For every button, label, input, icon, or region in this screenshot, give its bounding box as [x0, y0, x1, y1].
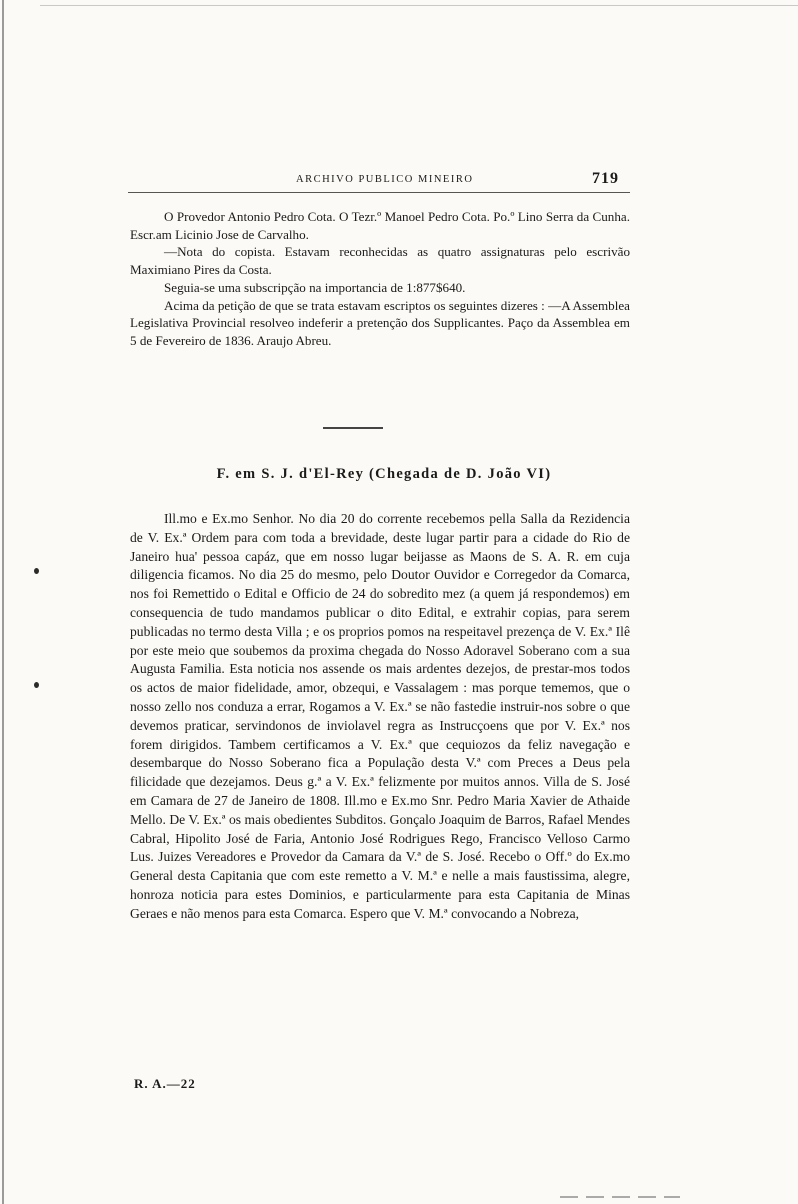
letter-block — [130, 510, 630, 924]
intro-paragraph-copyist-note: —Nota do copista. Estavam reconhecidas as quatro assignaturas pelo escrivão Maximiano Pires da Costa. — [130, 244, 630, 278]
intro-block — [130, 208, 630, 350]
margin-mark — [34, 568, 39, 574]
margin-mark — [34, 682, 39, 688]
top-rule — [40, 5, 798, 6]
section-title: F. em S. J. d'El-Rey (Chegada de D. João VI) — [216, 466, 552, 482]
intro-paragraph-resolution: Acima da petição de que se trata estavam escriptos os seguintes dizeres : —A Assemblea Legislativa Provincial resolveo indeferir a pretenção dos Supplicantes. Paço da Assemblea em 5 de Fevereiro de 1836. Araujo Abreu. — [130, 297, 630, 348]
page-edge — [2, 0, 4, 1204]
intro-paragraph-signatures: O Provedor Antonio Pedro Cota. O Tezr.º Manoel Pedro Cota. Po.º Lino Serra da Cunha. Escr.am Licinio Jose de Carvalho. — [130, 209, 630, 242]
bottom-edge-marks — [560, 1196, 680, 1198]
signature-mark: R. A.—22 — [134, 1076, 196, 1091]
section-separator — [323, 427, 383, 429]
page-number: 719 — [592, 170, 619, 187]
intro-paragraph-subscription: Seguia-se uma subscripção na importancia de 1:877$640. — [164, 279, 466, 295]
running-head: ARCHIVO PUBLICO MINEIRO — [296, 174, 474, 185]
letter-body: Ill.mo e Ex.mo Senhor. No dia 20 do corrente recebemos pella Salla da Rezidencia de V. Ex.ª Ordem para com toda a brevidade, deste lugar partir para a cidade do Rio de Janeiro hua' pessoa capáz, que em nosso lugar beijasse as Maons de S. A. R. em cuja diligencia ficamos. No dia 25 do mesmo, pelo Doutor Ouvidor e Corregedor da Comarca, nos foi Remettido o Edital e Officio de 24 do sobredito mez (a quem já respondemos) em consequencia de tudo mandamos publicar o dito Edital, e extrahir copias, para serem publicadas no termo desta Villa ; e os proprios pomos na respeitavel prezença de V. Ex.ª Ilê por este meio que soubemos da proxima chegada do Nosso Adoravel Soberano com a sua Augusta Familia. Esta noticia nos assende os mais ardentes dezejos, de prestar-mos todos os actos de maior fidelidade, amor, obzequi, e Vassalagem : mas porque tememos, que o nosso zello nos conduza a errar, Rogamos a V. Ex.ª se não fastedie instruir-nos sobre o que devemos praticar, servindonos de inviolavel regra as Instrucçoens que por V. Ex.ª nos forem dirigidos. Tambem certificamos a V. Ex.ª que cequiozos da feliz navegação e desembarque do Nosso Soberano fica a População desta V.ª com Preces a Deus pela filicidade que dezejamos. Deus g.ª a V. Ex.ª felizmente por muitos annos. Villa de S. José em Camara de 27 de Janeiro de 1808. Ill.mo e Ex.mo Snr. Pedro Maria Xavier de Athaide Mello. De V. Ex.ª os mais obedientes Subditos. Gonçalo Joaquim de Barros, Rafael Mendes Cabral, Hipolito José de Faria, Antonio José Rodrigues Rego, Francisco Velloso Carmo Lus. Juizes Vereadores e Provedor da Camara da V.ª de S. José. Recebo o Off.º do Ex.mo General desta Capitania que com este remetto a V. M.ª e nelle a mais faustissima, alegre, honroza noticia para estes Dominios, e particularmente para esta Capitania de Minas Geraes e não menos para esta Comarca. Espero que V. M.ª convocando a Nobreza, — [130, 511, 630, 921]
header-rule — [128, 192, 630, 193]
